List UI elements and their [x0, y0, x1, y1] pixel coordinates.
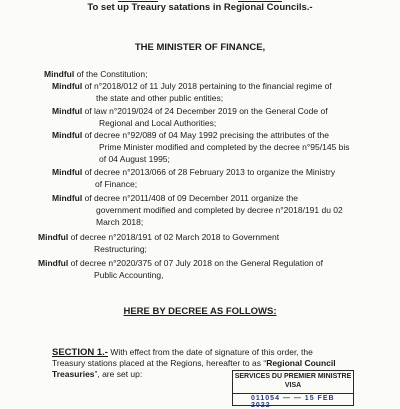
- section-1-line1: With effect from the date of signature of this order, the: [107, 347, 313, 357]
- mindful-keyword: Mindful: [52, 130, 83, 140]
- mindful-text: of decree n°2013/066 of 28 February 2013 to organize the Ministry: [82, 167, 336, 177]
- mindful-clause: [38, 257, 324, 280]
- mindful-keyword: Mindful: [52, 106, 83, 116]
- mindful-keyword: Mindful: [52, 81, 83, 91]
- mindful-clause: [44, 68, 147, 80]
- mindful-keyword: Mindful: [44, 69, 75, 79]
- mindful-continuation: of Finance;: [95, 179, 138, 189]
- mindful-text: of the Constitution;: [74, 69, 148, 79]
- stamp-number-date: 011054 — — 15 FEB 2022: [251, 395, 335, 409]
- mindful-continuation: Prime Minister modified and completed by the decree n°95/145 bis: [99, 142, 350, 152]
- mindful-keyword: Mindful: [52, 193, 83, 203]
- stamp-divider: [233, 393, 353, 394]
- mindful-clause: [52, 105, 328, 128]
- mindful-text: of decree n°2011/408 of 09 December 2011 organize the: [82, 193, 298, 203]
- decree-subtitle: To set up Treaury satations in Regional Councils.-: [87, 2, 313, 13]
- mindful-text: of n°2018/012 of 11 July 2018 pertaining to the financial regime of: [82, 81, 332, 91]
- mindful-text: of law n°2019/024 of 24 December 2019 on the General Code of: [82, 106, 328, 116]
- section-1-term-end: Treasuries: [52, 369, 95, 379]
- mindful-continuation: Restructuring;: [94, 244, 147, 254]
- mindful-text: of decree n°92/089 of 04 May 1992 precising the attributes of the: [82, 130, 329, 140]
- mindful-text: of decree n°2020/375 of 07 July 2018 on the General Regulation of: [68, 258, 324, 268]
- mindful-continuation: Regional and Local Authorities;: [99, 118, 217, 128]
- mindful-continuation: of 04 August 1995;: [99, 154, 170, 164]
- stamp-office: SERVICES DU PREMIER MINISTRE: [234, 373, 352, 380]
- minister-heading: THE MINISTER OF FINANCE,: [134, 42, 266, 53]
- mindful-clause: [52, 192, 343, 227]
- decree-heading: HERE BY DECREE AS FOLLOWS:: [123, 306, 277, 317]
- mindful-continuation: government modified and completed by decree n°2018/191 du 02: [96, 205, 343, 215]
- mindful-clause: [52, 80, 332, 103]
- section-1-line3: ”, are set up:: [94, 369, 143, 379]
- mindful-clause: [52, 129, 350, 164]
- mindful-text: of decree n°2018/191 of 02 March 2018 to Government: [68, 232, 280, 242]
- mindful-keyword: Mindful: [38, 258, 69, 268]
- mindful-keyword: Mindful: [38, 232, 69, 242]
- visa-stamp: [232, 370, 354, 409]
- section-1-term-start: Regional Council: [266, 358, 336, 368]
- stamp-visa: VISA: [284, 382, 302, 389]
- mindful-continuation: March 2018;: [96, 217, 144, 227]
- section-1-line2: Treasury stations placed at the Regions, hereafter to as “: [52, 358, 267, 368]
- mindful-clause: [38, 231, 280, 254]
- section-1-heading: SECTION 1.-: [52, 347, 108, 358]
- mindful-continuation: the state and other public entities;: [96, 93, 224, 103]
- mindful-keyword: Mindful: [52, 167, 83, 177]
- mindful-clause: [52, 166, 336, 189]
- mindful-continuation: Public Accounting,: [94, 270, 164, 280]
